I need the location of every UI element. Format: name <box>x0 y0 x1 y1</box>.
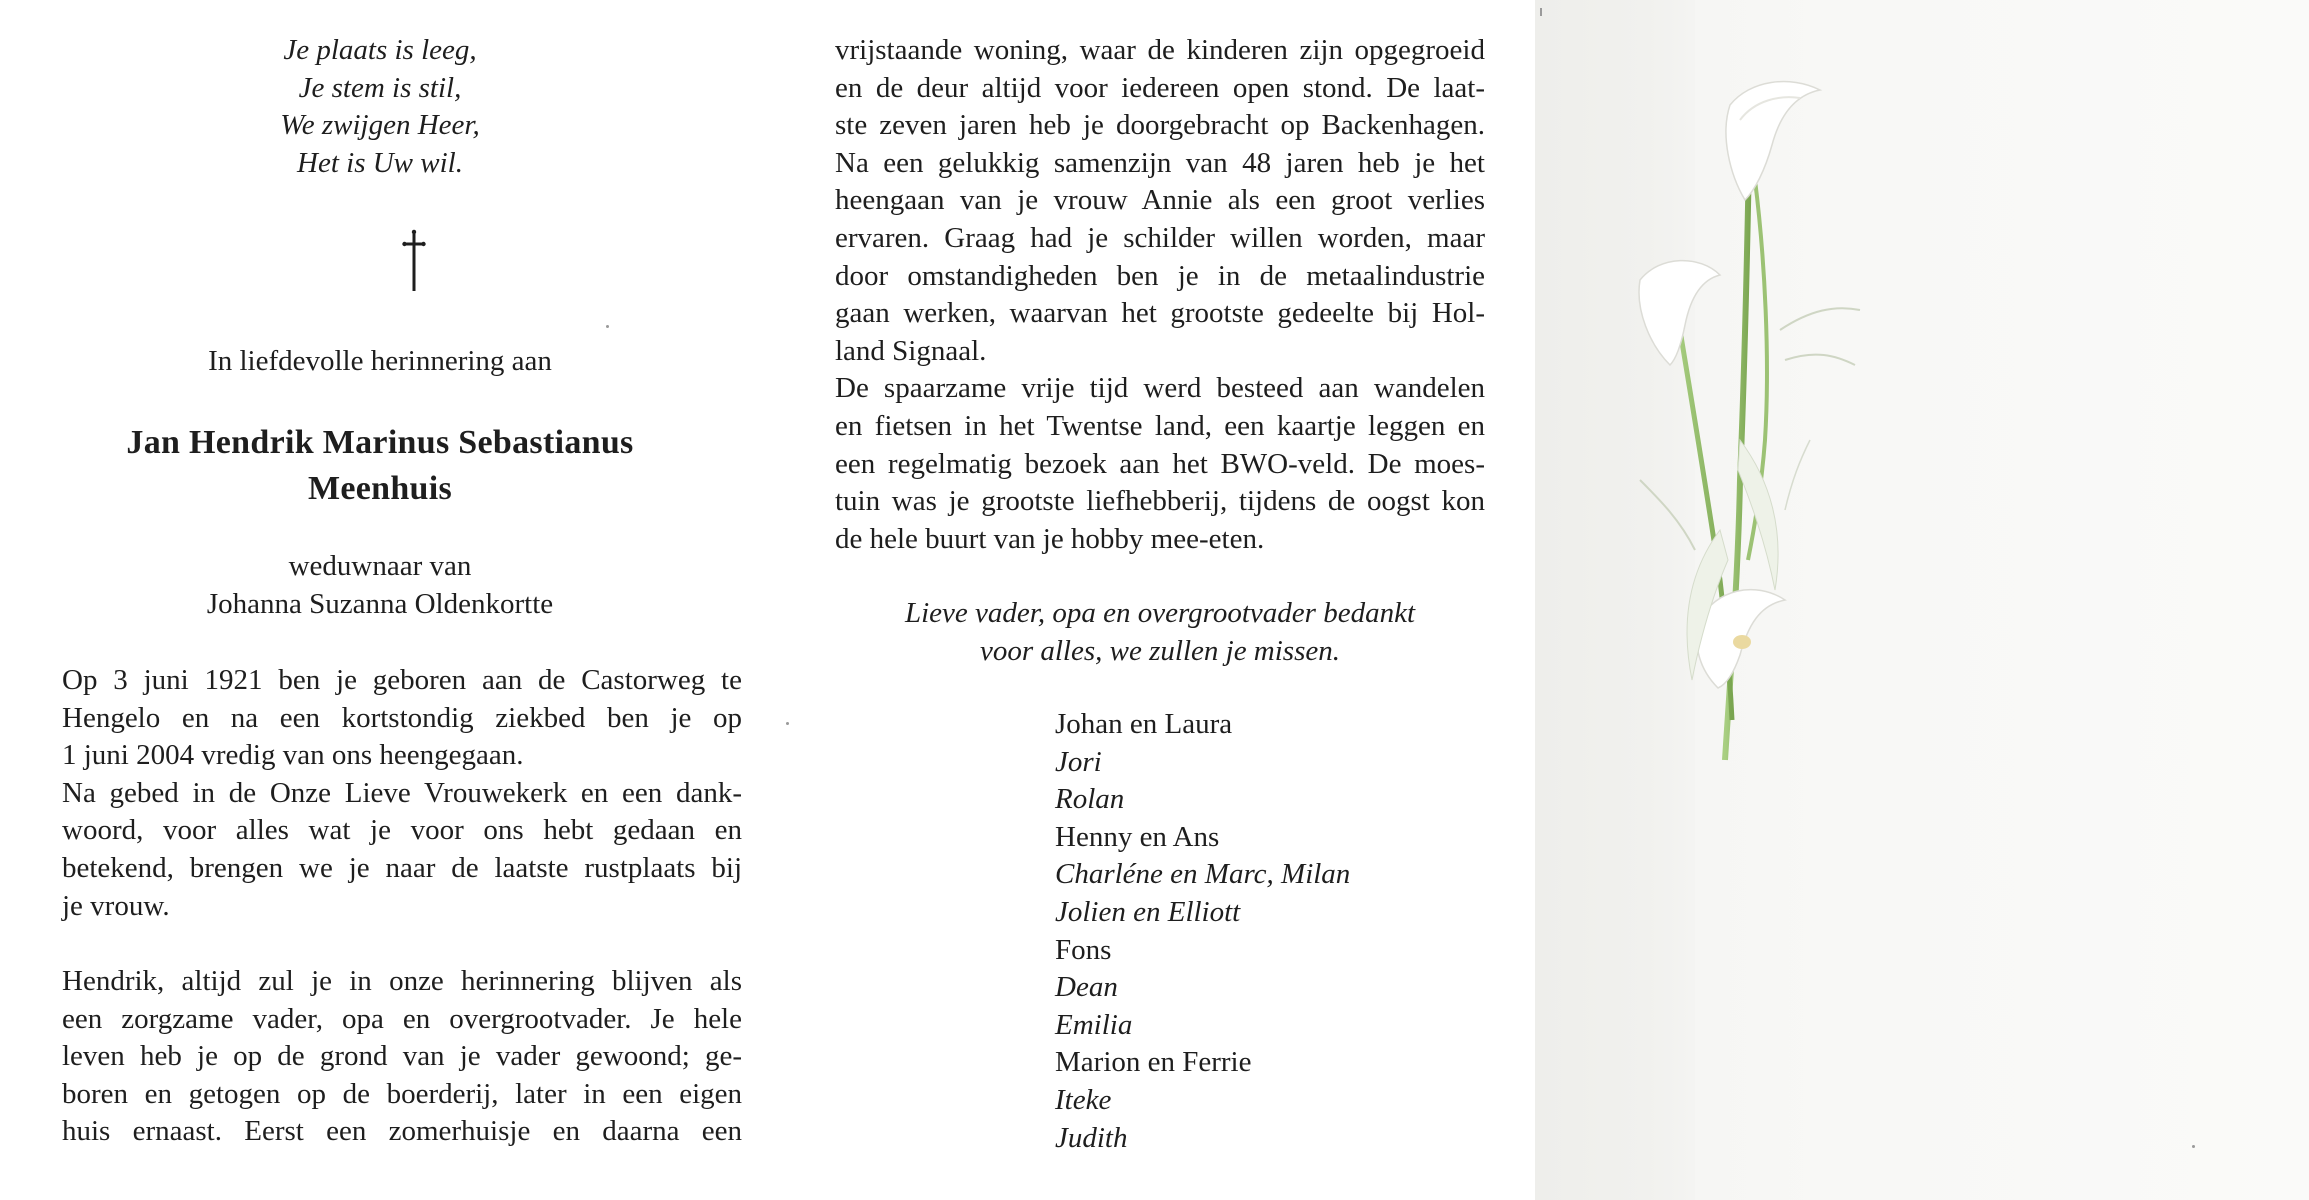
widower-label: weduwnaar van <box>288 550 472 582</box>
speck <box>606 325 609 328</box>
family-member: Emilia <box>1055 1008 1133 1041</box>
text-line: betekend, brengen we je naar de laatste rustplaats bij <box>62 851 742 884</box>
paragraph-biography-1 <box>62 662 742 925</box>
text-line: ervaren. Graag had je schilder willen worden, maar <box>835 221 1485 254</box>
text-line: woord, voor alles wat je voor ons hebt gedaan en <box>62 814 742 847</box>
family-member: Fons <box>1055 933 1112 966</box>
cross-icon <box>401 228 427 293</box>
text-line: en fietsen in het Twentse land, een kaartje leggen en <box>835 409 1485 442</box>
text-line: leven heb je op de grond van je vader gewoond; ge- <box>62 1040 742 1073</box>
spouse-name: Johanna Suzanna Oldenkortte <box>206 587 554 620</box>
name-line-1: Jan Hendrik Marinus Sebastianus <box>126 424 634 461</box>
family-member: Rolan <box>1055 783 1125 816</box>
speck <box>786 722 789 725</box>
text-line: gaan werken, waarvan het grootste gedeelte bij Hol- <box>835 297 1485 330</box>
text-line: een zorgzame vader, opa en overgrootvader. Je hele <box>62 1002 742 1035</box>
text-line: Hengelo en na een kortstondig ziekbed ben je op <box>62 701 742 734</box>
text-line: tuin was je grootste liefhebberij, tijdens de oogst kon <box>835 485 1485 518</box>
text-line: Na een gelukkig samenzijn van 48 jaren heb je het <box>835 146 1485 179</box>
text-line: vrijstaande woning, waar de kinderen zijn opgegroeid <box>835 34 1485 66</box>
text-line: en de deur altijd voor iedereen open stond. De laat- <box>835 71 1485 104</box>
text-line: 1 juni 2004 vredig van ons heengegaan. <box>62 739 524 772</box>
family-member: Marion en Ferrie <box>1055 1046 1252 1079</box>
text-line: huis ernaast. Eerst een zomerhuisje en daarna een <box>62 1115 742 1148</box>
poem <box>40 32 720 182</box>
text-line: door omstandigheden ben je in de metaalindustrie <box>835 259 1485 292</box>
poem-line: We zwijgen Heer, <box>280 109 480 141</box>
family-member: Henny en Ans <box>1055 820 1220 853</box>
family-member: Iteke <box>1055 1083 1112 1116</box>
poem-line: Je stem is stil, <box>298 71 462 104</box>
family-member: Dean <box>1055 971 1118 1004</box>
text-line: Na gebed in de Onze Lieve Vrouwekerk en een dank- <box>62 776 742 809</box>
deceased-name <box>40 420 720 512</box>
name-line-2: Meenhuis <box>307 470 453 507</box>
family-member: Charléne en Marc, Milan <box>1055 858 1351 891</box>
text-line: ste zeven jaren heb je doorgebracht op Backenhagen. <box>835 109 1485 142</box>
family-member: Jori <box>1055 745 1102 778</box>
intro-text: In liefdevolle herinnering aan <box>208 345 552 377</box>
family-member: Jolien en Elliott <box>1055 895 1241 928</box>
text-line: heengaan van je vrouw Annie als een groot verlies <box>835 184 1485 217</box>
family-member: Judith <box>1055 1121 1128 1154</box>
text-line: Hendrik, altijd zul je in onze herinnering blijven als <box>62 965 742 997</box>
family-member: Johan en Laura <box>1055 708 1233 740</box>
left-column <box>40 0 742 1200</box>
thanks-line: voor alles, we zullen je missen. <box>979 634 1341 667</box>
thanks-line: Lieve vader, opa en overgrootvader bedankt <box>904 597 1416 629</box>
text-line: Op 3 juni 1921 ben je geboren aan de Castorweg te <box>62 664 742 696</box>
text-line: een regelmatig bezoek aan het BWO-veld. De moes- <box>835 447 1485 480</box>
widower-note <box>40 548 720 623</box>
paragraph-biography-2 <box>62 963 742 1151</box>
poem-line: Het is Uw wil. <box>297 146 463 179</box>
thanks-note <box>835 595 1485 670</box>
text-line: De spaarzame vrije tijd werd besteed aan wandelen <box>835 372 1485 405</box>
poem-line: Je plaats is leeg, <box>283 34 477 66</box>
text-line: de hele buurt van je hobby mee-eten. <box>835 522 1265 555</box>
speck <box>2192 1145 2195 1148</box>
text-line: boren en getogen op de boerderij, later in een eigen <box>62 1077 742 1110</box>
text-line: land Signaal. <box>835 334 987 367</box>
paragraph-biography-3 <box>835 32 1485 558</box>
speck <box>1540 8 1542 16</box>
calla-lily-illustration <box>1580 60 1880 800</box>
family-list <box>1055 706 1475 1157</box>
middle-column <box>835 0 1485 1200</box>
text-line: je vrouw. <box>62 889 170 922</box>
